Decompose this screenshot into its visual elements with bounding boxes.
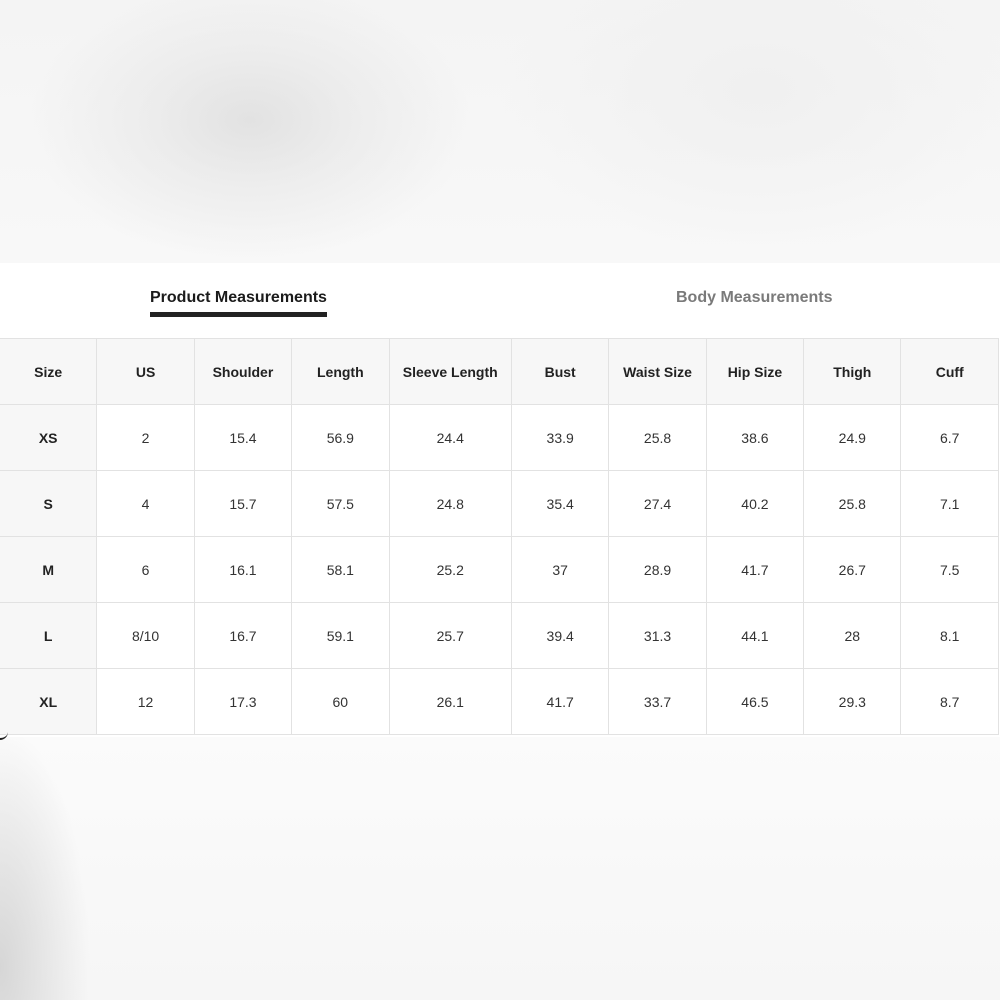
cell-sleeve-length: 25.7	[389, 603, 511, 669]
cell-size: XS	[0, 405, 97, 471]
cell-us: 4	[97, 471, 194, 537]
cell-sleeve-length: 24.4	[389, 405, 511, 471]
cell-waist-size: 33.7	[609, 669, 706, 735]
cell-length: 57.5	[292, 471, 389, 537]
cell-us: 8/10	[97, 603, 194, 669]
cell-size: M	[0, 537, 97, 603]
cell-size: XL	[0, 669, 97, 735]
cell-bust: 33.9	[511, 405, 608, 471]
cell-cuff: 7.5	[901, 537, 999, 603]
column-header-sleeve-length: Sleeve Length	[389, 339, 511, 405]
cell-bust: 35.4	[511, 471, 608, 537]
cell-shoulder: 15.4	[194, 405, 291, 471]
cell-hip-size: 46.5	[706, 669, 803, 735]
column-header-cuff: Cuff	[901, 339, 999, 405]
cell-bust: 41.7	[511, 669, 608, 735]
column-header-size: Size	[0, 339, 97, 405]
tab-body-measurements[interactable]	[676, 289, 833, 307]
cell-hip-size: 38.6	[706, 405, 803, 471]
size-chart-table	[0, 338, 999, 735]
cell-cuff: 6.7	[901, 405, 999, 471]
cell-thigh: 26.7	[804, 537, 901, 603]
column-header-hip-size: Hip Size	[706, 339, 803, 405]
measurement-tabs	[0, 263, 1000, 338]
size-chart-panel	[0, 263, 1000, 737]
cell-sleeve-length: 26.1	[389, 669, 511, 735]
cell-length: 60	[292, 669, 389, 735]
cell-thigh: 29.3	[804, 669, 901, 735]
column-header-bust: Bust	[511, 339, 608, 405]
cell-hip-size: 40.2	[706, 471, 803, 537]
cell-shoulder: 17.3	[194, 669, 291, 735]
cell-thigh: 28	[804, 603, 901, 669]
cell-thigh: 24.9	[804, 405, 901, 471]
table-row	[0, 405, 999, 471]
column-header-shoulder: Shoulder	[194, 339, 291, 405]
cell-us: 2	[97, 405, 194, 471]
cell-hip-size: 41.7	[706, 537, 803, 603]
cell-bust: 37	[511, 537, 608, 603]
cell-waist-size: 27.4	[609, 471, 706, 537]
table-header-row	[0, 339, 999, 405]
column-header-thigh: Thigh	[804, 339, 901, 405]
cell-length: 59.1	[292, 603, 389, 669]
cell-cuff: 8.7	[901, 669, 999, 735]
table-row	[0, 603, 999, 669]
active-tab-underline	[150, 312, 327, 317]
table-row	[0, 471, 999, 537]
blurred-background-bottom	[0, 737, 1000, 1000]
column-header-us: US	[97, 339, 194, 405]
cell-waist-size: 25.8	[609, 405, 706, 471]
cell-shoulder: 16.7	[194, 603, 291, 669]
cell-cuff: 8.1	[901, 603, 999, 669]
cell-shoulder: 15.7	[194, 471, 291, 537]
column-header-length: Length	[292, 339, 389, 405]
cell-hip-size: 44.1	[706, 603, 803, 669]
cell-us: 6	[97, 537, 194, 603]
table-row	[0, 537, 999, 603]
table-row	[0, 669, 999, 735]
tab-product-measurements[interactable]	[150, 289, 327, 317]
cell-us: 12	[97, 669, 194, 735]
tab-body-measurements-label: Body Measurements	[676, 289, 833, 306]
column-header-waist-size: Waist Size	[609, 339, 706, 405]
cell-shoulder: 16.1	[194, 537, 291, 603]
cell-size: L	[0, 603, 97, 669]
cell-sleeve-length: 24.8	[389, 471, 511, 537]
cell-length: 56.9	[292, 405, 389, 471]
cell-waist-size: 31.3	[609, 603, 706, 669]
cell-size: S	[0, 471, 97, 537]
cell-sleeve-length: 25.2	[389, 537, 511, 603]
cell-waist-size: 28.9	[609, 537, 706, 603]
tab-product-measurements-label: Product Measurements	[150, 289, 327, 306]
blurred-background-top	[0, 0, 1000, 263]
cell-cuff: 7.1	[901, 471, 999, 537]
cell-bust: 39.4	[511, 603, 608, 669]
cell-thigh: 25.8	[804, 471, 901, 537]
cell-length: 58.1	[292, 537, 389, 603]
